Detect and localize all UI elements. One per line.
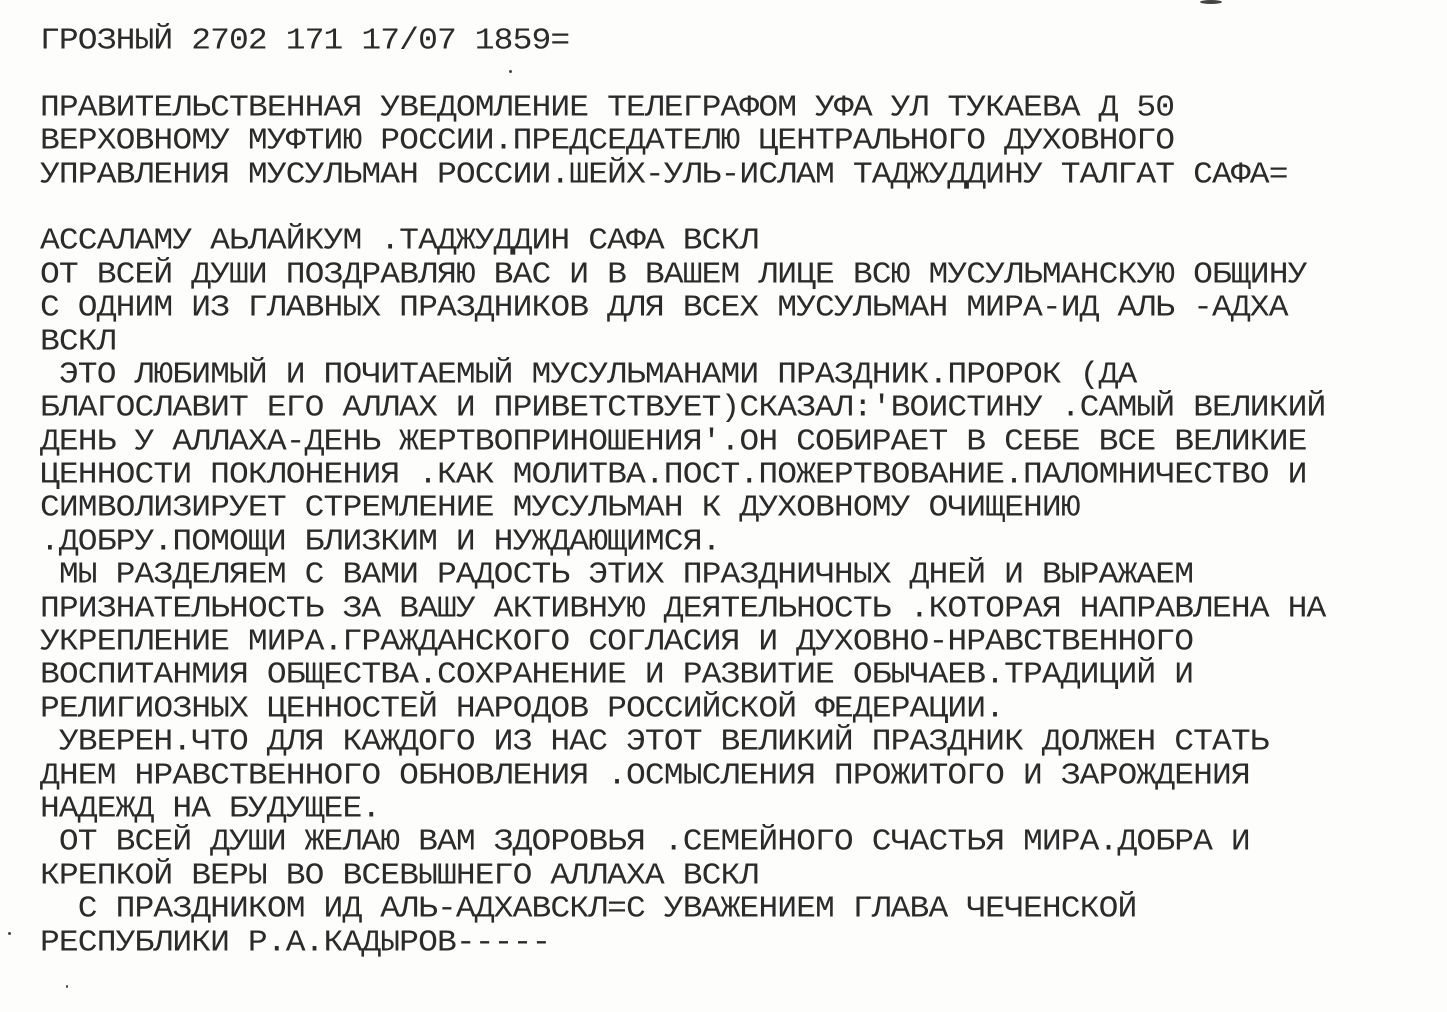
- body-line: ВОСПИТАНМИЯ ОБЩЕСТВА.СОХРАНЕНИЕ И РАЗВИТИЕ ОБЫЧАЕВ.ТРАДИЦИЙ И: [40, 657, 1194, 692]
- body-line: УКРЕПЛЕНИЕ МИРА.ГРАЖДАНСКОГО СОГЛАСИЯ И ДУХОВНО-НРАВСТВЕННОГО: [40, 624, 1194, 659]
- paper-speck: [66, 985, 68, 988]
- body-line: МЫ РАЗДЕЛЯЕМ С ВАМИ РАДОСТЬ ЭТИХ ПРАЗДНИЧНЫХ ДНЕЙ И ВЫРАЖАЕМ: [40, 557, 1194, 592]
- body-line: СИМВОЛИЗИРУЕТ СТРЕМЛЕНИЕ МУСУЛЬМАН К ДУХОВНОМУ ОЧИЩЕНИЮ: [40, 490, 1080, 526]
- body-line: НАДЕЖД НА БУДУЩЕЕ.: [40, 791, 381, 826]
- body-line: ОТ ВСЕЙ ДУШИ ПОЗДРАВЛЯЮ ВАС И В ВАШЕМ ЛИЦЕ ВСЮ МУСУЛЬМАНСКУЮ ОБЩИНУ: [40, 257, 1307, 292]
- body-line: ЦЕННОСТИ ПОКЛОНЕНИЯ .КАК МОЛИТВА.ПОСТ.ПОЖЕРТВОВАНИЕ.ПАЛОМНИЧЕСТВО И: [40, 457, 1307, 492]
- body-line: ДНЕМ НРАВСТВЕННОГО ОБНОВЛЕНИЯ .ОСМЫСЛЕНИЯ ПРОЖИТОГО И ЗАРОЖДЕНИЯ: [40, 758, 1250, 793]
- address-line: ВЕРХОВНОМУ МУФТИЮ РОССИИ.ПРЕДСЕДАТЕЛЮ ЦЕНТРАЛЬНОГО ДУХОВНОГО: [40, 123, 1175, 158]
- address-line: УПРАВЛЕНИЯ МУСУЛЬМАН РОССИИ.ШЕЙХ-УЛЬ-ИСЛАМ ТАДЖУДДИНУ ТАЛГАТ САФА=: [40, 157, 1288, 192]
- greeting-line: АССАЛАМУ АЬЛАЙКУМ .ТАДЖУДДИН САФА ВСКЛ: [40, 223, 759, 258]
- body-line: БЛАГОСЛАВИТ ЕГО АЛЛАХ И ПРИВЕТСТВУЕТ)СКАЗАЛ:'ВОИСТИНУ .САМЫЙ ВЕЛИКИЙ: [40, 390, 1326, 425]
- blank-line: [40, 191, 1430, 224]
- body-line: ДЕНЬ У АЛЛАХА-ДЕНЬ ЖЕРТВОПРИНОШЕНИЯ'.ОН СОБИРАЕТ В СЕБЕ ВСЕ ВЕЛИКИЕ: [40, 424, 1307, 459]
- closing-line: С ПРАЗДНИКОМ ИД АЛЬ-АДХАВСКЛ=С УВАЖЕНИЕМ ГЛАВА ЧЕЧЕНСКОЙ: [40, 891, 1137, 926]
- body-line: УВЕРЕН.ЧТО ДЛЯ КАЖДОГО ИЗ НАС ЭТОТ ВЕЛИКИЙ ПРАЗДНИК ДОЛЖЕН СТАТЬ: [40, 724, 1269, 759]
- body-line: ОТ ВСЕЙ ДУШИ ЖЕЛАЮ ВАМ ЗДОРОВЬЯ .СЕМЕЙНОГО СЧАСТЬЯ МИРА.ДОБРА И: [40, 824, 1250, 859]
- paper-speck: [509, 70, 512, 73]
- body-line: КРЕПКОЙ ВЕРЫ ВО ВСЕВЫШНЕГО АЛЛАХА ВСКЛ: [40, 858, 759, 893]
- paper-speck: [1200, 0, 1222, 4]
- address-line: ПРАВИТЕЛЬСТВЕННАЯ УВЕДОМЛЕНИЕ ТЕЛЕГРАФОМ УФА УЛ ТУКАЕВА Д 50: [40, 90, 1175, 125]
- telegram-text: [40, 24, 1430, 959]
- body-line: ВСКЛ: [40, 324, 116, 359]
- body-line: ЭТО ЛЮБИМЫЙ И ПОЧИТАЕМЫЙ МУСУЛЬМАНАМИ ПРАЗДНИК.ПРОРОК (ДА: [40, 357, 1137, 392]
- address-block: [40, 91, 1430, 191]
- telegram-header: ГРОЗНЫЙ 2702 171 17/07 1859=: [40, 23, 570, 58]
- body-line: РЕЛИГИОЗНЫХ ЦЕННОСТЕЙ НАРОДОВ РОССИЙСКОЙ ФЕДЕРАЦИИ.: [40, 691, 1005, 726]
- message-body: [40, 224, 1430, 959]
- body-line: С ОДНИМ ИЗ ГЛАВНЫХ ПРАЗДНИКОВ ДЛЯ ВСЕХ МУСУЛЬМАН МИРА-ИД АЛЬ -АДХА: [40, 290, 1288, 325]
- signature-line: РЕСПУБЛИКИ Р.А.КАДЫРОВ-----: [40, 925, 551, 960]
- paper-speck: [8, 932, 11, 935]
- body-line: .ДОБРУ.ПОМОЩИ БЛИЗКИМ И НУЖДАЮЩИМСЯ.: [40, 524, 721, 559]
- body-line: ПРИЗНАТЕЛЬНОСТЬ ЗА ВАШУ АКТИВНУЮ ДЕЯТЕЛЬНОСТЬ .КОТОРАЯ НАПРАВЛЕНА НА: [40, 591, 1326, 626]
- blank-line: [40, 57, 1430, 90]
